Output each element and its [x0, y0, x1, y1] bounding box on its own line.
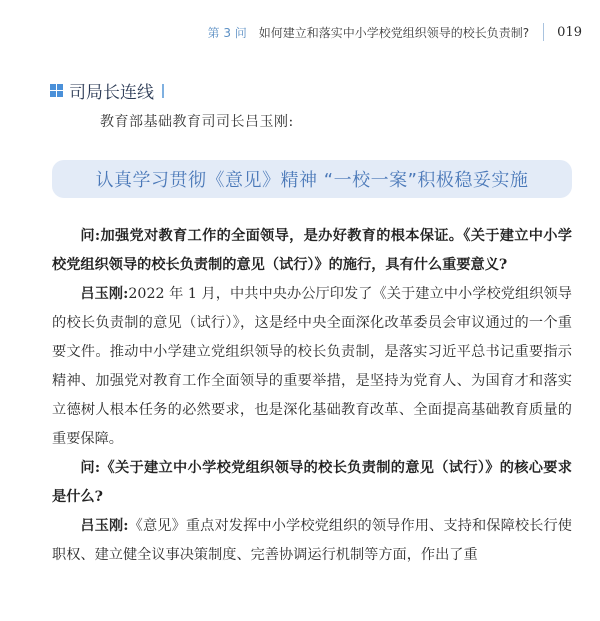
answer-paragraph — [52, 512, 572, 570]
qa-body — [52, 222, 572, 570]
answer-speaker: 吕玉刚: — [80, 518, 129, 534]
banner-text: 认真学习贯彻《意见》精神 “一校一案”积极稳妥实施 — [95, 170, 529, 191]
question-label: 问: — [80, 460, 101, 476]
section-heading — [50, 78, 164, 103]
section-title-bar — [162, 84, 164, 98]
chapter-title: 如何建立和落实中小学校党组织领导的校长负责制? — [258, 25, 530, 40]
answer-speaker: 吕玉刚: — [80, 286, 129, 302]
question-paragraph — [52, 454, 572, 512]
section-title: 司局长连线 — [69, 83, 154, 103]
question-paragraph — [52, 222, 572, 280]
chapter-label: 第 3 问 — [207, 25, 247, 40]
grid-squares-icon — [50, 84, 63, 97]
question-text: 加强党对教育工作的全面领导，是办好教育的根本保证。《关于建立中小学校党组织领导的校长负责制的意见（试行）》的施行，具有什么重要意义? — [52, 228, 572, 273]
answer-paragraph — [52, 280, 572, 454]
banner-title — [52, 160, 572, 198]
answer-text: 《意见》重点对发挥中小学校党组织的领导作用、支持和保障校长行使职权、建立健全议事决策制度、完善协调运行机制等方面，作出了重 — [52, 518, 572, 563]
running-header — [0, 22, 600, 42]
attribution: 教育部基础教育司司长吕玉刚: — [100, 114, 294, 130]
header-divider — [543, 23, 544, 41]
question-text: 《关于建立中小学校党组织领导的校长负责制的意见（试行）》的核心要求是什么? — [52, 460, 572, 505]
page-number: 019 — [557, 24, 582, 40]
answer-text: 2022 年 1 月，中共中央办公厅印发了《关于建立中小学校党组织领导的校长负责制的意见（试行）》，这是经中央全面深化改革委员会审议通过的一个重要文件。推动中小学建立党组织领导的校长负责制，是落实习近平总书记重要指示精神、加强党对教育工作全面领导的重要举措，是坚持为党育人、为国育才和落实立德树人根本任务的必然要求，也是深化基础教育改革、全面提高基础教育质量的重要保障。 — [52, 286, 572, 447]
question-label: 问: — [80, 228, 101, 244]
